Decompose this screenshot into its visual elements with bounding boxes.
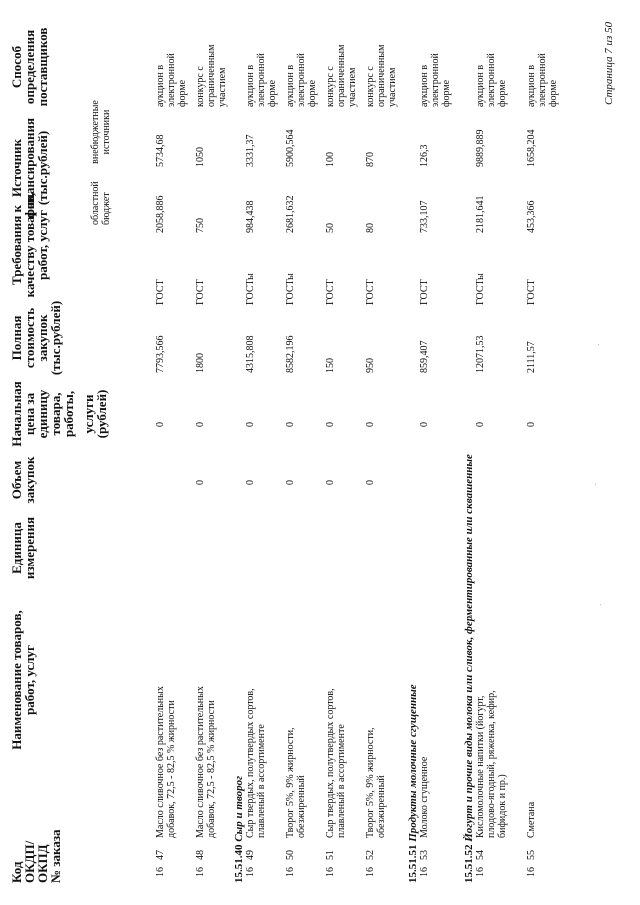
row-method: аукцион в электронной форме xyxy=(155,53,188,107)
row-num: 52 xyxy=(365,850,376,860)
row-name: Масло сливочное без растительных добавок, 72,5 - 82,5 % жирности xyxy=(195,686,217,838)
row-regional: 2681,632 xyxy=(285,195,296,233)
row-req: ГОСТы xyxy=(245,273,256,305)
header-code: Код ОКДП/ ОКПД № заказа xyxy=(9,829,63,883)
row-name: Масло сливочное без растительных добавок, 72,5 - 82,5 % жирности xyxy=(155,686,177,838)
header-volume: Объем закупок xyxy=(9,456,37,504)
row-price: 0 xyxy=(195,422,206,427)
row-method: аукцион в электронной форме xyxy=(475,53,508,107)
page-number: Страница 7 из 50 xyxy=(603,21,615,105)
header-unit: Единица измерения xyxy=(9,516,37,580)
header-funding-regional: областной бюджет xyxy=(90,181,112,225)
row-volume: 0 xyxy=(245,480,256,485)
row-code: 16 xyxy=(325,867,336,877)
row-total: 12071,53 xyxy=(475,335,486,373)
header-requirements: Требования к качеству товаров, работ, услуг xyxy=(9,192,50,298)
row-num: 51 xyxy=(325,850,336,860)
row-regional: 2058,886 xyxy=(155,195,166,233)
row-method: аукцион в электронной форме xyxy=(419,53,452,107)
row-method: конкурс с ограниченным участием xyxy=(195,44,228,107)
row-num: 48 xyxy=(195,850,206,860)
section-heading xyxy=(407,684,419,883)
row-code: 16 xyxy=(419,867,430,877)
section-heading xyxy=(463,454,475,883)
row-extra: 870 xyxy=(365,152,376,167)
row-name: Сыр твердых, полутвердых сортов, плавленый в ассортименте xyxy=(245,688,267,838)
section-title: Продукты молочные сгущенные xyxy=(407,684,419,842)
row-num: 54 xyxy=(475,850,486,860)
header-method: Способ определения поставщиков xyxy=(9,27,50,107)
row-method: конкурс с ограниченным участием xyxy=(365,44,398,107)
row-code: 16 xyxy=(365,867,376,877)
row-method: аукцион в электронной форме xyxy=(245,53,278,107)
row-price: 0 xyxy=(245,422,256,427)
row-code: 16 xyxy=(195,867,206,877)
row-price: 0 xyxy=(325,422,336,427)
row-num: 55 xyxy=(526,850,537,860)
row-regional: 80 xyxy=(365,223,376,233)
row-regional: 2181,641 xyxy=(475,195,486,233)
row-price: 0 xyxy=(365,422,376,427)
row-req: ГОСТ xyxy=(419,279,430,305)
row-price: 0 xyxy=(475,422,486,427)
row-extra: 9889,889 xyxy=(475,129,486,167)
scan-speck xyxy=(595,484,596,485)
row-extra: 100 xyxy=(325,152,336,167)
section-code: 15.51.51 xyxy=(407,844,419,883)
row-price: 0 xyxy=(419,422,430,427)
row-regional: 50 xyxy=(325,223,336,233)
header-funding-extra: внебюджетные источники xyxy=(90,100,112,164)
row-total: 7793,566 xyxy=(155,335,166,373)
row-req: ГОСТ xyxy=(195,279,206,305)
row-num: 49 xyxy=(245,850,256,860)
row-name: Творог 5%, 9% жирности, обезжиренный xyxy=(285,727,307,838)
section-code: 15.51.40 xyxy=(233,844,245,883)
header-price: Начальная цена за единицу товара, работы, xyxy=(9,381,76,447)
row-name: Молоко сгущенное xyxy=(419,756,430,838)
row-extra: 5900,564 xyxy=(285,129,296,167)
row-extra: 1658,204 xyxy=(526,129,537,167)
row-num: 53 xyxy=(419,850,430,860)
row-method: аукцион в электронной форме xyxy=(526,53,559,107)
row-total: 859,407 xyxy=(419,340,430,373)
row-extra: 126,3 xyxy=(419,144,430,167)
row-method: конкурс с ограниченным участием xyxy=(325,44,358,107)
section-code: 15.51.52 xyxy=(463,844,475,883)
row-volume: 0 xyxy=(195,480,206,485)
row-price: 0 xyxy=(526,422,537,427)
row-req: ГОСТ xyxy=(155,279,166,305)
row-num: 50 xyxy=(285,850,296,860)
row-code: 16 xyxy=(155,867,166,877)
row-regional: 453,366 xyxy=(526,200,537,233)
row-name: Сметана xyxy=(526,801,537,838)
row-total: 4315,808 xyxy=(245,335,256,373)
row-price: 0 xyxy=(155,422,166,427)
section-title: Йогурт и прочие виды молока или сливок, ферментированные или сквашенные xyxy=(463,454,475,842)
row-code: 16 xyxy=(285,867,296,877)
row-price: 0 xyxy=(285,422,296,427)
row-req: ГОСТы xyxy=(475,273,486,305)
header-total: Полная стоимость закупок (тыс.рублей) xyxy=(9,300,63,376)
row-name: Кисломолочные напитки (йогурт, плодово-ягодный, ряженка, кефир, бифидок и пр.) xyxy=(475,690,508,838)
row-extra: 1050 xyxy=(195,147,206,167)
row-total: 8582,196 xyxy=(285,335,296,373)
section-heading xyxy=(233,776,245,883)
row-total: 2111,57 xyxy=(526,341,537,373)
row-total: 950 xyxy=(365,358,376,373)
row-total: 1800 xyxy=(195,353,206,373)
row-code: 16 xyxy=(475,867,486,877)
header-price-sub: услуги (рублей) xyxy=(81,389,109,439)
row-volume: 0 xyxy=(365,480,376,485)
scan-speck xyxy=(600,604,601,605)
row-extra: 3331,37 xyxy=(245,134,256,167)
row-req: ГОСТ xyxy=(526,279,537,305)
row-name: Творог 5%, 9% жирности, обезжиренный xyxy=(365,727,387,838)
row-method: аукцион в электронной форме xyxy=(285,53,318,107)
row-num: 47 xyxy=(155,850,166,860)
row-req: ГОСТы xyxy=(285,273,296,305)
row-regional: 984,438 xyxy=(245,200,256,233)
row-req: ГОСТ xyxy=(325,279,336,305)
row-code: 16 xyxy=(526,867,537,877)
section-title: Сыр и творог xyxy=(233,775,245,842)
row-regional: 750 xyxy=(195,218,206,233)
row-volume: 0 xyxy=(285,480,296,485)
row-total: 150 xyxy=(325,358,336,373)
row-name: Сыр твердых, полутвердых сортов, плавленый в ассортименте xyxy=(325,688,347,838)
scan-speck xyxy=(598,344,599,345)
row-req: ГОСТ xyxy=(365,279,376,305)
row-extra: 5734,68 xyxy=(155,134,166,167)
header-funding: Источник финансирования (тыс.рублей) xyxy=(9,117,50,219)
row-volume: 0 xyxy=(325,480,336,485)
row-code: 16 xyxy=(245,867,256,877)
row-regional: 733,107 xyxy=(419,200,430,233)
header-name: Наименование товаров, работ, услуг xyxy=(9,610,37,750)
